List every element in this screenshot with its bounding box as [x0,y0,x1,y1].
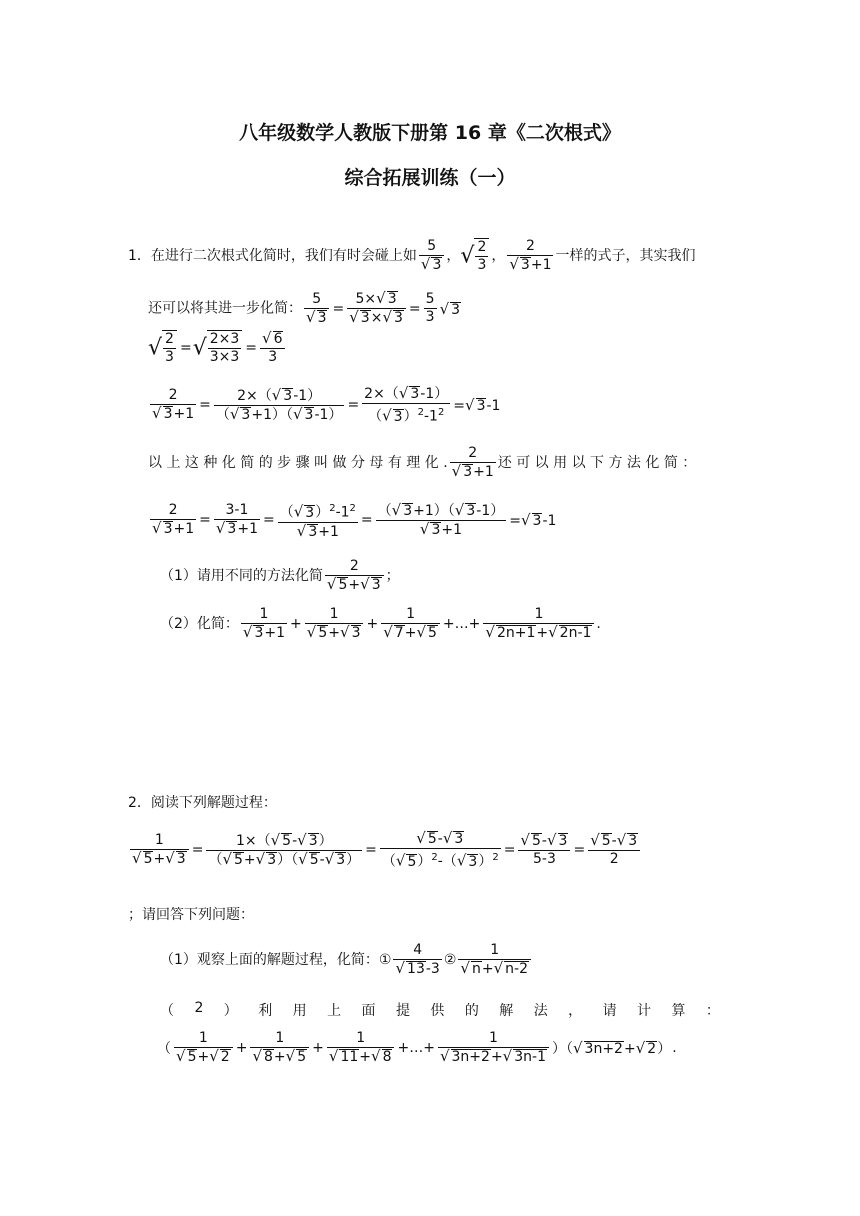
q1-sub1-end: ； [385,568,400,584]
fraction: $\frac{5\times√ 3}{√ 3\times√ 3}$ [347,290,406,327]
q2-sub2-char: 计 [637,1003,652,1019]
fraction: $\frac{2}{√ 3+1}$ [451,445,494,480]
q2-sub1-label: （1）观察上面的解题过程，化简： [160,952,379,968]
q1-explain [148,445,696,481]
q1-sub2: （2）化简： $\frac{1}{√ 3+1}$ + $\frac{1}{√ 5+√ 3}$ + $\frac{1}{√ 7+√ 5}$ +…+ $\frac{1}{√ 2n+1+√ 2n-1}$ . [160,606,601,641]
q2-sub2-char: 的 [464,1003,479,1019]
q2-sub2-char: ） [223,1003,238,1019]
q1-intro-a: 在进行二次根式化简时，我们有时会碰上如 [150,248,417,264]
doc-subtitle: 综合拓展训练（一） [344,167,516,189]
q2-sub2-expression: （ $\frac{1}{√ 5+√ 2}$ + $\frac{1}{√ 8+√ 5}$ + $\frac{1}{√ 11+√ 8}$ +…+ $\frac{1}{√ 3n+2+√ 3n-1}$ ）（√ 3n+2+√ 2）. [157,1030,677,1065]
q1-intro-line: 1．在进行二次根式化简时，我们有时会碰上如 $\frac{5}{√ 3}$ ，√ $\frac{2}{3}$ ， $\frac{2}{√ 3+1}$ 一样的式子，其实我们 [128,238,696,273]
q2-sub2-label [160,1000,720,1020]
q1-sub1: （1）请用不同的方法化简 $\frac{2}{√ 5+√ 3}$ ； [160,558,400,593]
q1-comma1: ， [446,248,461,264]
fraction: $\frac{2}{3}$ [474,238,489,274]
fraction: $\frac{5}{√ 3}$ [304,291,329,327]
q2-sub2-char: 面 [361,1003,376,1019]
q1-step4: $\frac{2}{√ 3+1}$ = $\frac{3-1}{√ 3+1}$ = $\frac{(√ 3)^2-1^2}{√ 3+1}$ = $\frac{(√ 3+1)(√ 3-1)}{√ 3+1}$ =√ 3-1 [152,500,557,540]
q2-intro-line [128,796,277,810]
circled-two: ② [443,952,457,968]
fraction: $\frac{5}{3}$ [425,291,435,325]
q2-sub2-char: ， [568,1003,583,1019]
q1-comma2: ， [491,248,506,264]
q1-sub1-label: （1）请用不同的方法化简 [160,568,323,584]
q2-ask: ；请回答下列问题： [128,907,254,923]
q2-sub2-char: 利 [258,1003,273,1019]
q2-end: . [672,1040,677,1056]
q2-sub2-char: 解 [499,1003,514,1019]
q1-intro-c: 还可以将其进一步化简： [148,300,302,317]
q1-explain-b: 还 可 以 用 以 下 方 法 化 简 ： [497,455,697,471]
q1-explain-a: 以 上 这 种 化 简 的 步 骤 叫 做 分 母 有 理 化 . [148,455,448,471]
q1-sub2-end: . [596,616,601,632]
q2-sub2-char: 请 [602,1003,617,1019]
q2-derivation: $\frac{1}{√ 5+√ 3}$ = $\frac{1\times(√ 5-√ 3)}{(√ 5+√ 3)(√ 5-√ 3)}$ = $\frac{√ 5-√ 3}{(√ 5)^2-(√ 3)^2}$ = $\frac{√ 5-√ 3}{5-3}$ = $\frac{√ 5-√ 3}{2}$ [128,830,642,871]
q2-sub2-char: 供 [430,1003,445,1019]
q2-sub2-char: 2 [194,1000,204,1016]
q1-sub2-label: （2）化简： [160,616,239,632]
q2-sub2-char: 用 [292,1003,307,1019]
q2-sub2-char: （ [160,1003,174,1019]
q1-number: 1． [128,248,151,264]
q2-sub2-char: 法 [533,1003,548,1019]
circled-one: ① [378,952,392,968]
q2-intro: 阅读下列解题过程： [150,795,277,811]
q2-sub2-char: 上 [327,1003,342,1019]
fraction: $\frac{5}{√ 3}$ [419,238,444,274]
q2-sub1: （1）观察上面的解题过程，化简：① $\frac{4}{√ 13-3}$ ② $\frac{1}{√ n+√ n-2}$ [160,942,533,978]
q1-intro-b: 一样的式子，其实我们 [555,248,696,264]
doc-title: 八年级数学人教版下册第 16 章《二次根式》 [239,122,621,144]
q1-step1: 还可以将其进一步化简： $\frac{5}{√ 3}$ = $\frac{5\times√ 3}{√ 3\times√ 3}$ = $\frac{5}{3}$ √ 3 [148,289,461,326]
fraction: $\frac{2}{√ 3+1}$ [509,238,552,273]
q2-sub2-char: 提 [395,1003,410,1019]
q1-step2: √ $\frac{2}{3}$ =√ $\frac{2\times 3}{3\times 3}$ = $\frac{√ 6}{3}$ [148,330,287,366]
q2-sub2-char: 算 [671,1003,686,1019]
q2-sub2-char: ： [705,1003,720,1019]
q1-step3: $\frac{2}{√ 3+1}$ = $\frac{2\times(√ 3-1)}{(√ 3+1)(√ 3-1)}$ = $\frac{2\times(√ 3-1)}{(√ 3)^2-1^2}$ =√ 3-1 [152,384,501,425]
q2-number: 2． [128,795,151,811]
